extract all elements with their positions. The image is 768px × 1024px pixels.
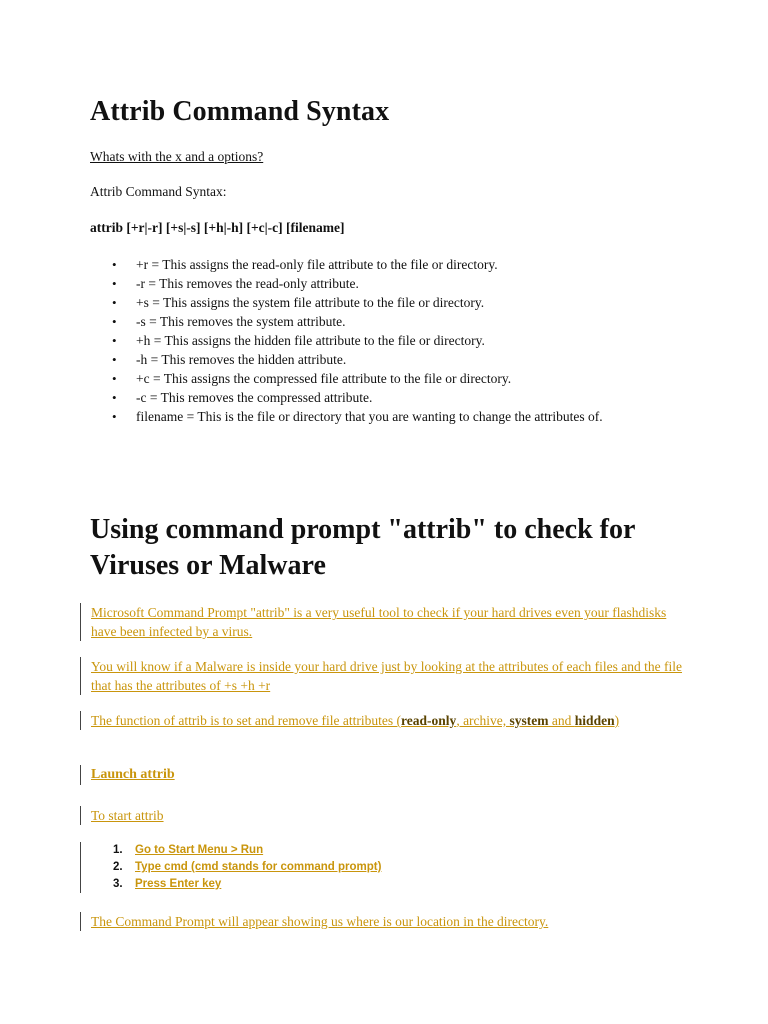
paragraph-text: The function of attrib is to set and remove file attributes ( xyxy=(91,713,402,728)
bold-hidden: hidden xyxy=(574,713,615,728)
list-item[interactable] xyxy=(91,842,381,859)
options-list xyxy=(90,255,603,426)
section-title-attrib-syntax: Attrib Command Syntax xyxy=(90,96,390,127)
paragraph-text: You will know if a Malware is inside your hard drive just by looking at the attributes of each files and the file that has the attributes of +s +h +r xyxy=(91,659,683,693)
list-item[interactable] xyxy=(91,876,381,893)
paragraph-text: The Command Prompt will appear showing us where is our location in the directory. xyxy=(91,914,549,929)
steps-list xyxy=(80,842,381,893)
launch-attrib-heading[interactable] xyxy=(80,765,175,785)
paragraph-text: , archive, xyxy=(456,713,510,728)
syntax-label: Attrib Command Syntax: xyxy=(90,184,227,199)
step-number: 2. xyxy=(113,861,123,873)
step-number: 1. xyxy=(113,844,123,856)
paragraph-malware[interactable] xyxy=(80,657,691,695)
step-number: 3. xyxy=(113,878,123,890)
list-item: • +c = This assigns the compressed file attribute to the file or directory. xyxy=(90,369,603,388)
options-link[interactable]: Whats with the x and a options? xyxy=(90,149,264,164)
step-text: Go to Start Menu > Run xyxy=(135,844,264,856)
list-item: • +h = This assigns the hidden file attribute to the file or directory. xyxy=(90,331,603,350)
start-attrib-text[interactable] xyxy=(80,806,164,825)
list-item: • -s = This removes the system attribute. xyxy=(90,312,603,331)
paragraph-function[interactable] xyxy=(80,711,691,730)
list-item: • +s = This assigns the system file attribute to the file or directory. xyxy=(90,293,603,312)
paragraph-text: and xyxy=(548,713,575,728)
paragraph-intro[interactable] xyxy=(80,603,691,641)
list-item: • +r = This assigns the read-only file attribute to the file or directory. xyxy=(90,255,603,274)
paragraph-text: ) xyxy=(614,713,620,728)
bold-system: system xyxy=(509,713,549,728)
paragraph-text: To start attrib xyxy=(91,808,164,823)
paragraph-text: Microsoft Command Prompt "attrib" is a very useful tool to check if your hard drives even your flashdisks have been infected by a virus. xyxy=(91,605,667,639)
heading-text: Launch attrib xyxy=(91,767,175,782)
syntax-line: attrib [+r|-r] [+s|-s] [+h|-h] [+c|-c] [filename] xyxy=(90,220,345,235)
list-item[interactable] xyxy=(91,859,381,876)
bold-read-only: read-only xyxy=(401,713,457,728)
list-item: • -r = This removes the read-only attribute. xyxy=(90,274,603,293)
step-text: Press Enter key xyxy=(135,878,222,890)
paragraph-command-prompt[interactable] xyxy=(80,912,548,931)
list-item: • -h = This removes the hidden attribute. xyxy=(90,350,603,369)
list-item: • filename = This is the file or directory that you are wanting to change the attributes of. xyxy=(90,407,603,426)
list-item: • -c = This removes the compressed attribute. xyxy=(90,388,603,407)
section-title-viruses: Using command prompt "attrib" to check for Viruses or Malware xyxy=(90,514,635,581)
step-text: Type cmd (cmd stands for command prompt) xyxy=(135,861,382,873)
